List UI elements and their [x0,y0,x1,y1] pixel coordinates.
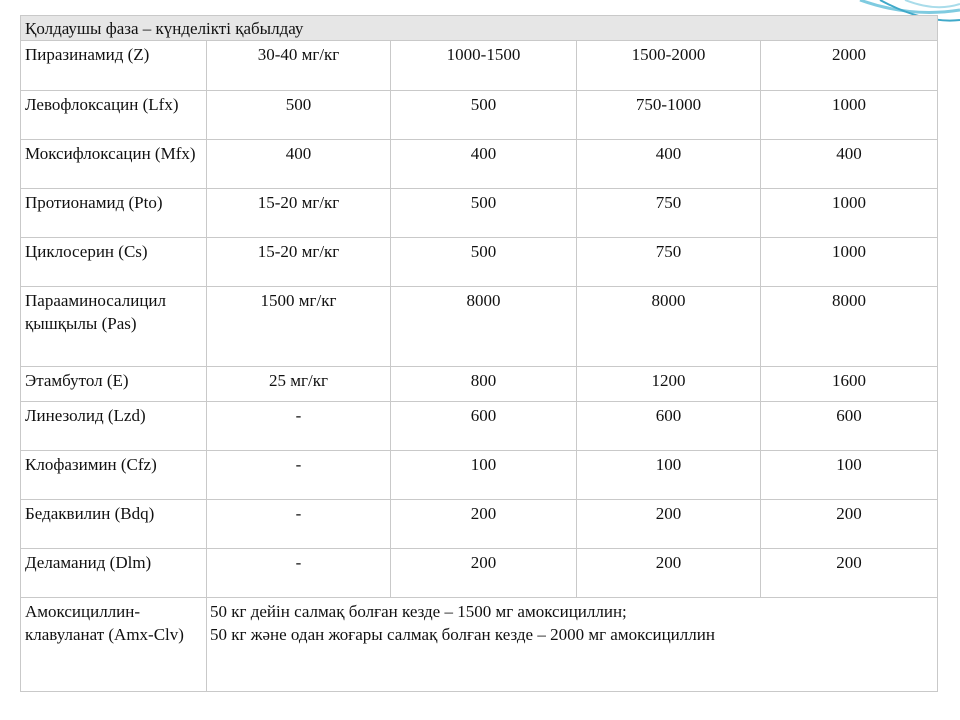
dose-cell: 400 [207,140,391,189]
dose-cell: 100 [577,451,761,500]
drug-name: Амоксициллин-клавуланат (Amx-Clv) [21,598,207,692]
dose-cell: 2000 [761,41,938,91]
drug-name: Парааминосалицил қышқылы (Pas) [21,287,207,367]
note-line: 50 кг және одан жоғары салмақ болған кезде – 2000 мг амоксициллин [210,625,715,644]
dose-cell: 200 [761,549,938,598]
dose-cell: 1600 [761,367,938,402]
dose-cell: 1000-1500 [391,41,577,91]
drug-name: Бедаквилин (Bdq) [21,500,207,549]
dose-cell: 8000 [761,287,938,367]
table-row [21,402,938,451]
dose-cell: - [207,500,391,549]
dose-cell: 400 [391,140,577,189]
dose-cell: 200 [391,500,577,549]
drug-name: Пиразинамид (Z) [21,41,207,91]
note-line: 50 кг дейін салмақ болған кезде – 1500 мг амоксициллин; [210,602,627,621]
dose-cell: 200 [577,500,761,549]
table-row [21,41,938,91]
drug-name: Линезолид (Lzd) [21,402,207,451]
dose-cell: 1500-2000 [577,41,761,91]
drug-name: Клофазимин (Cfz) [21,451,207,500]
table-row [21,189,938,238]
dose-cell: 1000 [761,189,938,238]
dose-cell: - [207,451,391,500]
dose-cell: 750 [577,238,761,287]
dose-cell: 30-40 мг/кг [207,41,391,91]
table-row [21,549,938,598]
dose-cell: 8000 [577,287,761,367]
dose-cell: 800 [391,367,577,402]
dose-cell: 1200 [577,367,761,402]
dose-cell: 8000 [391,287,577,367]
dose-cell: 750 [577,189,761,238]
dose-cell: 200 [761,500,938,549]
dose-cell: - [207,402,391,451]
table-title: Қолдаушы фаза – күнделікті қабылдау [21,16,938,41]
table-row [21,238,938,287]
dose-cell: 100 [761,451,938,500]
dose-cell: 500 [391,189,577,238]
dose-cell: 1500 мг/кг [207,287,391,367]
dose-cell: 400 [577,140,761,189]
dosage-table [20,15,938,692]
drug-name: Протионамид (Pto) [21,189,207,238]
dose-cell: - [207,549,391,598]
table-row [21,140,938,189]
dose-cell: 500 [391,238,577,287]
dose-cell: 25 мг/кг [207,367,391,402]
table-row [21,367,938,402]
dose-cell: 100 [391,451,577,500]
table-row [21,451,938,500]
table-row [21,287,938,367]
drug-name: Этамбутол (E) [21,367,207,402]
dose-cell: 600 [761,402,938,451]
table-header-row [21,16,938,41]
table-row [21,598,938,692]
dose-cell: 500 [391,91,577,140]
dose-cell: 500 [207,91,391,140]
drug-name: Левофлоксацин (Lfx) [21,91,207,140]
dose-cell: 200 [391,549,577,598]
dose-cell: 600 [391,402,577,451]
dose-cell: 750-1000 [577,91,761,140]
dose-cell: 600 [577,402,761,451]
drug-name: Деламанид (Dlm) [21,549,207,598]
table-row [21,91,938,140]
dose-cell: 400 [761,140,938,189]
dose-cell: 1000 [761,91,938,140]
dose-cell: 1000 [761,238,938,287]
drug-name: Моксифлоксацин (Mfx) [21,140,207,189]
dose-cell: 15-20 мг/кг [207,238,391,287]
dose-cell: 200 [577,549,761,598]
dose-note [207,598,938,692]
dose-cell: 15-20 мг/кг [207,189,391,238]
drug-name: Циклосерин (Cs) [21,238,207,287]
table-row [21,500,938,549]
